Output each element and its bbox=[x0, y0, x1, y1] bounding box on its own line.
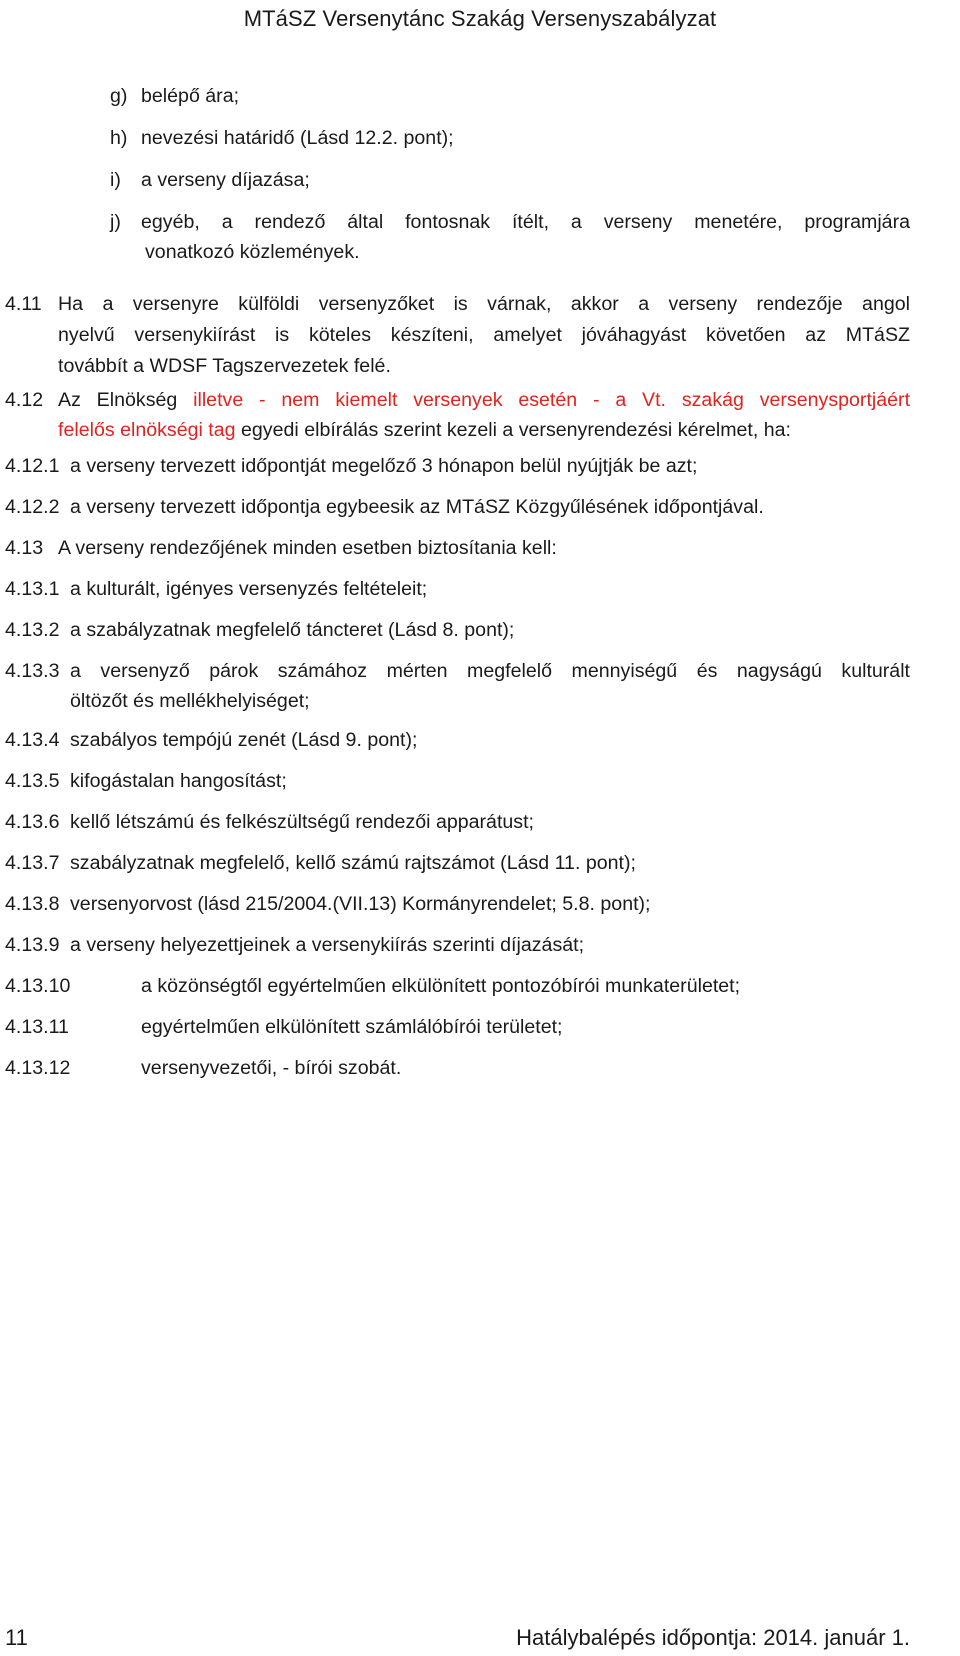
section-number: 4.13.4 bbox=[5, 729, 60, 751]
list-item-j bbox=[110, 206, 910, 270]
section-number: 4.13.6 bbox=[5, 811, 60, 833]
section-text: kifogástalan hangosítást; bbox=[70, 770, 287, 792]
section-number: 4.13.11 bbox=[5, 1016, 69, 1038]
section-text-line: nyelvű versenykiírást is köteles készíteni, amelyet jóváhagyást követően az MTáSZ bbox=[58, 324, 910, 346]
section-text: kellő létszámú és felkészültségű rendezői apparátust; bbox=[70, 811, 534, 833]
section-4-13-6 bbox=[5, 806, 910, 838]
section-4-13-5 bbox=[5, 765, 910, 797]
section-text: a kulturált, igényes versenyzés feltételeit; bbox=[70, 578, 428, 600]
section-number: 4.13.9 bbox=[5, 934, 60, 956]
section-number: 4.13.3 bbox=[5, 660, 60, 682]
section-text: A verseny rendezőjének minden esetben biztosítania kell: bbox=[58, 537, 557, 559]
section-text: versenyorvost (lásd 215/2004.(VII.13) Kormányrendelet; 5.8. pont); bbox=[70, 893, 651, 915]
section-4-13-7 bbox=[5, 847, 910, 879]
list-text: nevezési határidő (Lásd 12.2. pont); bbox=[141, 127, 454, 149]
list-label: i) bbox=[110, 169, 121, 191]
section-text-line bbox=[58, 384, 910, 416]
list-item-i bbox=[110, 164, 910, 196]
list-label: h) bbox=[110, 127, 128, 149]
section-text: a szabályzatnak megfelelő táncteret (Lásd 8. pont); bbox=[70, 619, 515, 641]
section-text: versenyvezetői, - bírói szobát. bbox=[141, 1057, 402, 1079]
section-text-line: öltözőt és mellékhelyiséget; bbox=[70, 690, 310, 712]
section-text: egyedi elbírálás szerint kezeli a versenyrendezési kérelmet, ha: bbox=[235, 419, 791, 441]
section-4-13 bbox=[5, 532, 910, 564]
list-item-g bbox=[110, 80, 910, 112]
section-number: 4.13.12 bbox=[5, 1057, 71, 1079]
section-number: 4.13.8 bbox=[5, 893, 60, 915]
page-number: 11 bbox=[5, 1625, 28, 1650]
section-4-13-2 bbox=[5, 614, 910, 646]
section-text: a verseny tervezett időpontját megelőző 3 hónapon belül nyújtják be azt; bbox=[70, 455, 698, 477]
list-text: a verseny díjazása; bbox=[141, 169, 310, 191]
amended-text: felelős elnökségi tag bbox=[58, 419, 236, 441]
page-header: MTáSZ Versenytánc Szakág Versenyszabályzat bbox=[243, 6, 717, 31]
section-number: 4.13.7 bbox=[5, 852, 60, 874]
section-number: 4.13.5 bbox=[5, 770, 60, 792]
list-label: g) bbox=[110, 85, 128, 107]
list-label: j) bbox=[110, 211, 121, 233]
section-number: 4.11 bbox=[5, 293, 42, 315]
effective-date: Hatálybalépés időpontja: 2014. január 1. bbox=[516, 1625, 910, 1650]
section-4-12-1 bbox=[5, 450, 910, 482]
section-4-11 bbox=[5, 288, 910, 384]
section-number: 4.13.1 bbox=[5, 578, 60, 600]
section-4-12-2 bbox=[5, 491, 910, 523]
section-number: 4.13.2 bbox=[5, 619, 60, 641]
section-4-13-9 bbox=[5, 929, 910, 961]
section-text: egyértelműen elkülönített számlálóbírói területet; bbox=[141, 1016, 563, 1038]
section-number: 4.13.10 bbox=[5, 975, 71, 997]
list-text: belépő ára; bbox=[141, 85, 240, 107]
section-text-line bbox=[58, 414, 791, 446]
section-number: 4.12.2 bbox=[5, 496, 60, 518]
section-4-13-4 bbox=[5, 724, 910, 756]
section-4-13-12 bbox=[5, 1052, 910, 1084]
section-text: szabályos tempójú zenét (Lásd 9. pont); bbox=[70, 729, 418, 751]
section-text: szabályzatnak megfelelő, kellő számú rajtszámot (Lásd 11. pont); bbox=[70, 852, 636, 874]
section-4-13-1 bbox=[5, 573, 910, 605]
list-text-line: vonatkozó közlemények. bbox=[145, 241, 360, 263]
list-item-h bbox=[110, 122, 910, 154]
section-text-line: a versenyző párok számához mérten megfelelő mennyiségű és nagyságú kulturált bbox=[70, 660, 910, 682]
section-number: 4.12 bbox=[5, 389, 44, 411]
section-text: a közönségtől egyértelműen elkülönített pontozóbírói munkaterületet; bbox=[141, 975, 741, 997]
section-4-13-3 bbox=[5, 655, 910, 719]
section-text-line: továbbít a WDSF Tagszervezetek felé. bbox=[58, 355, 391, 377]
amended-text: illetve - nem kiemelt versenyek esetén - a Vt. szakág versenysportjáért bbox=[193, 389, 911, 411]
section-text-line: Ha a versenyre külföldi versenyzőket is várnak, akkor a verseny rendezője angol bbox=[58, 293, 910, 315]
section-4-12 bbox=[5, 384, 910, 448]
section-number: 4.13 bbox=[5, 537, 44, 559]
section-4-13-10 bbox=[5, 970, 910, 1002]
section-4-13-11 bbox=[5, 1011, 910, 1043]
section-4-13-8 bbox=[5, 888, 910, 920]
section-number: 4.12.1 bbox=[5, 455, 60, 477]
section-text: a verseny helyezettjeinek a versenykiírás szerinti díjazását; bbox=[70, 934, 585, 956]
section-text: Az Elnökség bbox=[58, 389, 194, 411]
section-text: a verseny tervezett időpontja egybeesik az MTáSZ Közgyűlésének időpontjával. bbox=[70, 496, 764, 518]
list-text-line: egyéb, a rendező által fontosnak ítélt, a verseny menetére, programjára bbox=[141, 211, 910, 233]
